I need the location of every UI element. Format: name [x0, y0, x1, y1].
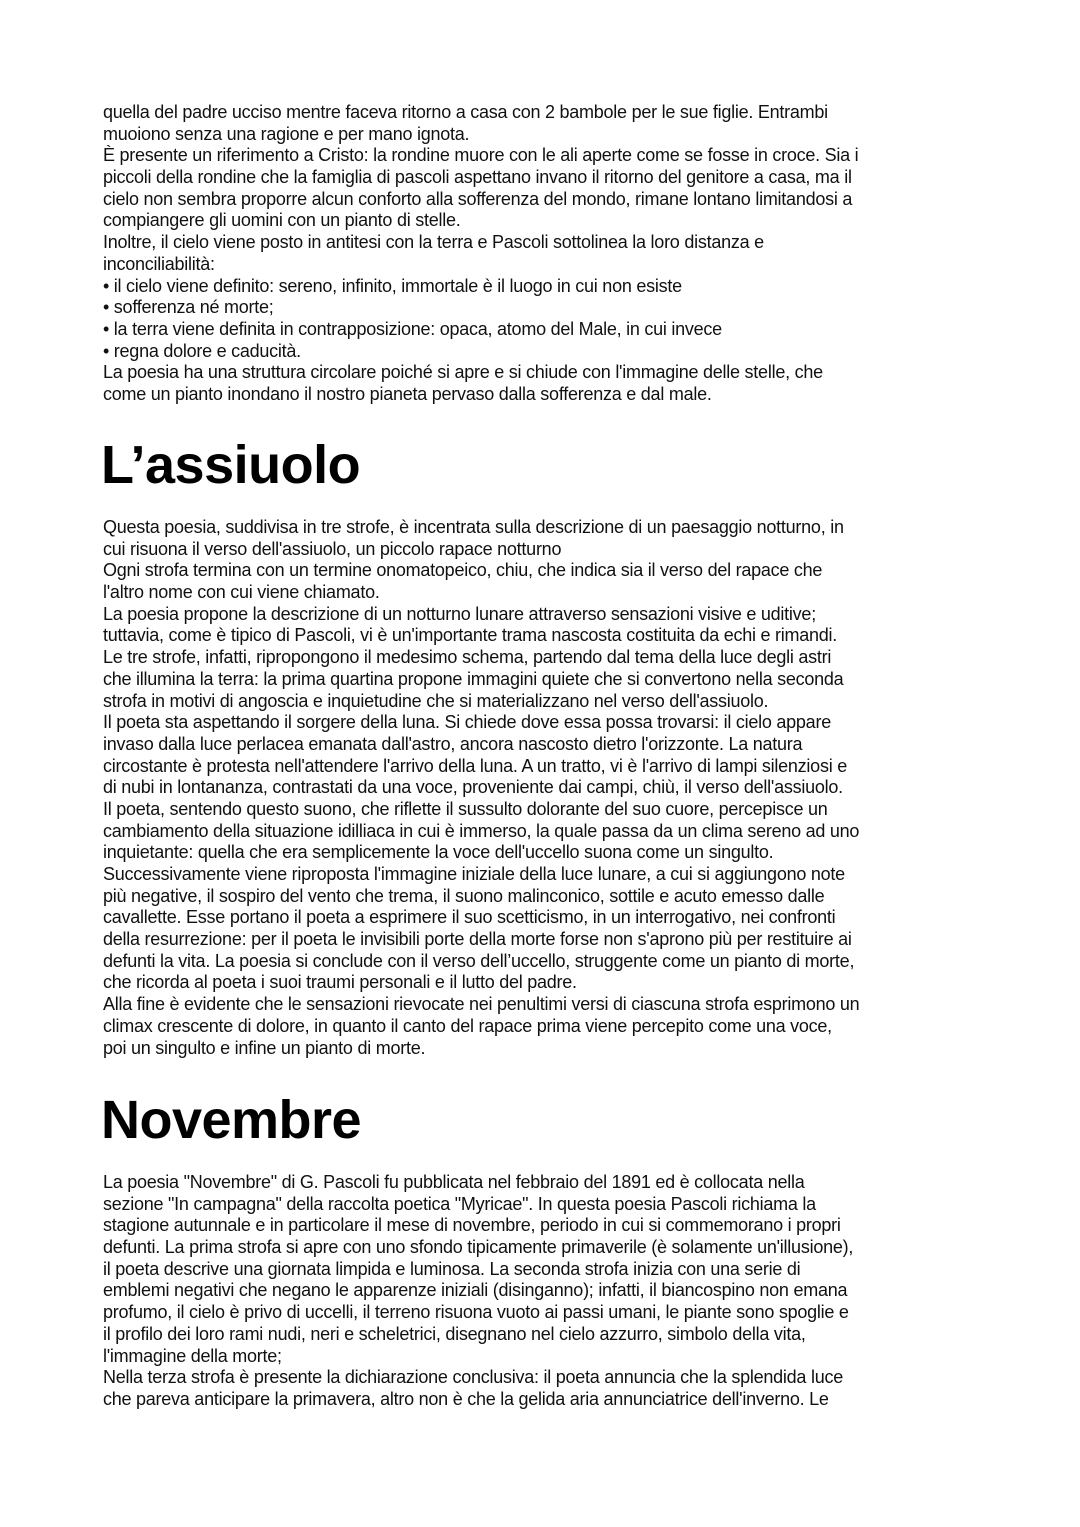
text-line: Inoltre, il cielo viene posto in antitesi con la terra e Pascoli sottolinea la loro distanza e [103, 232, 764, 253]
text-line: • il cielo viene definito: sereno, infinito, immortale è il luogo in cui non esiste [103, 275, 682, 296]
text-line: • sofferenza né morte; [103, 297, 274, 318]
text-line: invaso dalla luce perlacea emanata dall'astro, ancora nascosto dietro l'orizzonte. La natura [103, 733, 803, 754]
text-line: il profilo dei loro rami nudi, neri e scheletrici, disegnano nel cielo azzurro, simbolo della vita, [103, 1323, 806, 1344]
intro-paragraph [103, 102, 1003, 406]
text-line: È presente un riferimento a Cristo: la rondine muore con le ali aperte come se fosse in croce. Sia i [103, 145, 859, 166]
text-line: defunti. La prima strofa si apre con uno sfondo tipicamente primaverile (è solamente un'illusione), [103, 1237, 854, 1258]
text-line: di nubi in lontananza, contrastati da una voce, proveniente dai campi, chiù, il verso dell'assiuolo. [103, 777, 843, 798]
text-line: Nella terza strofa è presente la dichiarazione conclusiva: il poeta annuncia che la splendida luce [103, 1367, 843, 1388]
text-line: climax crescente di dolore, in quanto il canto del rapace prima viene percepito come una voce, [103, 1015, 832, 1036]
assiuolo-paragraph [103, 517, 1003, 1059]
text-line: Ogni strofa termina con un termine onomatopeico, chiu, che indica sia il verso del rapace che [103, 560, 823, 581]
text-line: il poeta descrive una giornata limpida e luminosa. La seconda strofa inizia con una serie di [103, 1258, 801, 1279]
text-line: piccoli della rondine che la famiglia di pascoli aspettano invano il ritorno del genitore a casa, ma il [103, 167, 852, 188]
text-line: emblemi negativi che negano le apparenze iniziali (disinganno); infatti, il biancospino non emana [103, 1280, 848, 1301]
text-line: Il poeta sta aspettando il sorgere della luna. Si chiede dove essa possa trovarsi: il cielo appare [103, 712, 831, 733]
text-line: cavallette. Esse portano il poeta a esprimere il suo scetticismo, in un interrogativo, nei confronti [103, 907, 836, 928]
text-line: che ricorda al poeta i suoi traumi personali e il lutto del padre. [103, 972, 577, 993]
text-line: Alla fine è evidente che le sensazioni rievocate nei penultimi versi di ciascuna strofa esprimono un [103, 994, 860, 1015]
text-line: della resurrezione: per il poeta le invisibili porte della morte forse non s'aprono più per restituire ai [103, 929, 852, 950]
text-line: La poesia "Novembre" di G. Pascoli fu pubblicata nel febbraio del 1891 ed è collocata nella [103, 1172, 805, 1192]
text-line: • regna dolore e caducità. [103, 340, 301, 361]
text-line: cambiamento della situazione idilliaca in cui è immerso, la quale passa da un clima sereno ad uno [103, 820, 860, 841]
section-heading-novembre: Novembre [101, 1090, 362, 1150]
text-line: come un pianto inondano il nostro pianeta pervaso dalla sofferenza e dal male. [103, 383, 712, 404]
text-line: che illumina la terra: la prima quartina propone immagini quiete che si convertono nella seconda [103, 668, 844, 689]
text-line: che pareva anticipare la primavera, altro non è che la gelida aria annunciatrice dell'inverno. Le [103, 1388, 829, 1409]
text-line: cui risuona il verso dell'assiuolo, un piccolo rapace notturno [103, 538, 562, 559]
text-line: defunti la vita. La poesia si conclude con il verso dell’uccello, struggente come un pianto di morte, [103, 950, 855, 971]
text-line: sezione "In campagna" della raccolta poetica "Myricae". In questa poesia Pascoli richiama la [103, 1193, 816, 1214]
text-line: l'immagine della morte; [103, 1345, 282, 1366]
text-line: • la terra viene definita in contrapposizione: opaca, atomo del Male, in cui invece [103, 318, 722, 339]
text-line: Successivamente viene riproposta l'immagine iniziale della luce lunare, a cui si aggiungono note [103, 864, 845, 884]
text-line: La poesia propone la descrizione di un notturno lunare attraverso sensazioni visive e uditive; [103, 603, 816, 624]
text-line: inconciliabilità: [103, 253, 215, 274]
text-line: l'altro nome con cui viene chiamato. [103, 582, 380, 603]
text-line: profumo, il cielo è privo di uccelli, il terreno risuona vuoto ai passi umani, le piante sono spoglie e [103, 1302, 849, 1323]
text-line: cielo non sembra proporre alcun conforto alla sofferenza del mondo, rimane lontano limitandosi a [103, 188, 853, 209]
text-line: La poesia ha una struttura circolare poiché si apre e si chiude con l'immagine delle stelle, che [103, 362, 823, 383]
text-line: più negative, il sospiro del vento che trema, il suono malinconico, sottile e acuto emesso dalle [103, 885, 825, 906]
text-line: quella del padre ucciso mentre faceva ritorno a casa con 2 bambole per le sue figlie. Entrambi [103, 102, 828, 122]
novembre-paragraph [103, 1172, 1003, 1411]
text-line: Le tre strofe, infatti, ripropongono il medesimo schema, partendo dal tema della luce degli astri [103, 647, 832, 668]
text-line: stagione autunnale e in particolare il mese di novembre, periodo in cui si commemorano i propri [103, 1215, 841, 1236]
text-line: muoiono senza una ragione e per mano ignota. [103, 123, 470, 144]
text-line: poi un singulto e infine un pianto di morte. [103, 1037, 426, 1058]
text-line: strofa in motivi di angoscia e inquietudine che si materializzano nel verso dell'assiuolo. [103, 690, 769, 711]
text-line: tuttavia, come è tipico di Pascoli, vi è un'importante trama nascosta costituita da echi e rimandi. [103, 625, 838, 646]
text-line: compiangere gli uomini con un pianto di stelle. [103, 210, 461, 231]
section-heading-assiuolo: L’assiuolo [101, 435, 361, 495]
text-line: Questa poesia, suddivisa in tre strofe, è incentrata sulla descrizione di un paesaggio notturno, in [103, 517, 844, 537]
text-line: inquietante: quella che era semplicemente la voce dell'uccello suona come un singulto. [103, 842, 774, 863]
text-line: Il poeta, sentendo questo suono, che riflette il sussulto dolorante del suo cuore, percepisce un [103, 798, 828, 819]
text-line: circostante è protesta nell'attendere l'arrivo della luna. A un tratto, vi è l'arrivo di lampi silenziosi e [103, 755, 847, 776]
